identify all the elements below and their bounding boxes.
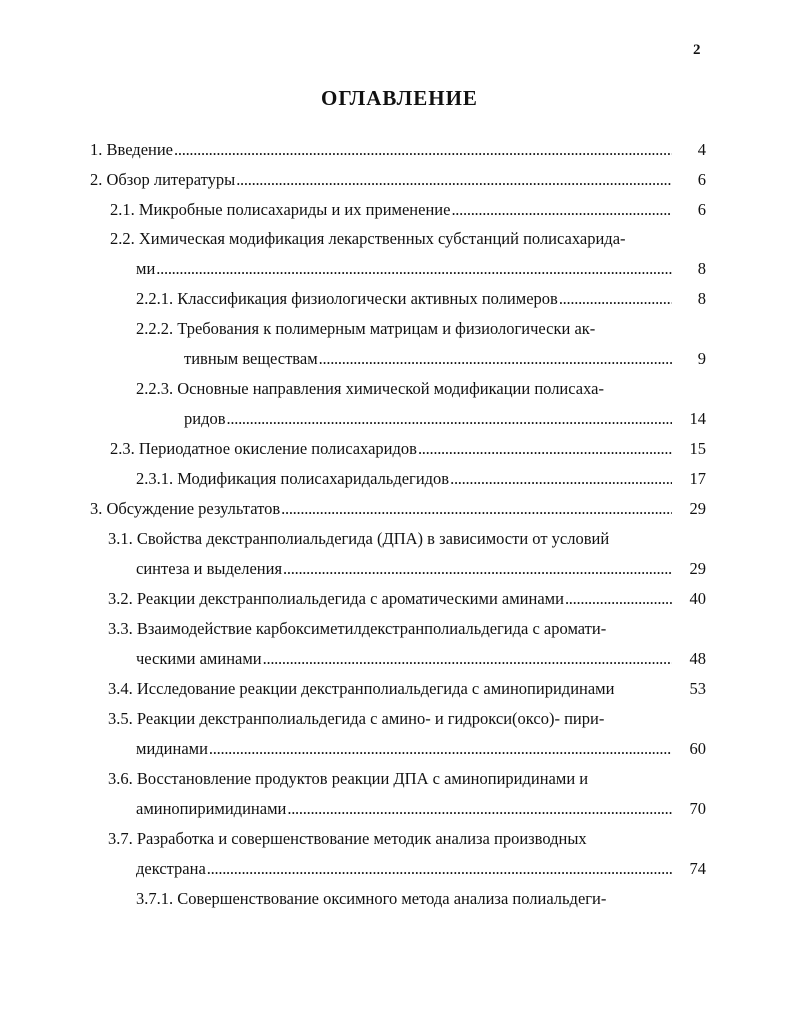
toc-entry-text: 2.2. Химическая модификация лекарственных субстанций полисахарида- bbox=[110, 229, 626, 248]
toc-entry bbox=[108, 589, 672, 609]
toc-entry-text: синтеза и выделения bbox=[136, 559, 283, 578]
toc-entry bbox=[110, 439, 672, 459]
dot-leader bbox=[263, 649, 672, 669]
toc-entry-page: 8 bbox=[697, 289, 706, 308]
toc-entry-continuation bbox=[136, 799, 672, 819]
toc-entry bbox=[110, 200, 672, 220]
toc-entry bbox=[108, 529, 708, 549]
dot-leader bbox=[283, 559, 672, 579]
page-number: 2 bbox=[693, 42, 701, 58]
dot-leader bbox=[451, 200, 672, 220]
toc-entry-text: 2. Обзор литературы bbox=[90, 170, 236, 189]
toc-entry-page: 29 bbox=[689, 559, 706, 578]
toc-entry-continuation bbox=[136, 649, 672, 669]
toc-entry-continuation bbox=[136, 559, 672, 579]
toc-entry-text: 2.3.1. Модификация полисахаридальдегидов bbox=[136, 469, 450, 488]
toc-entry-page: 48 bbox=[689, 649, 706, 668]
toc-entry-continuation bbox=[136, 739, 672, 759]
toc-entry-text: 3.7. Разработка и совершенствование методик анализа производных bbox=[108, 829, 587, 848]
toc-entry-text: 2.2.2. Требования к полимерным матрицам и физиологически ак- bbox=[136, 319, 596, 338]
toc-entry-page: 74 bbox=[689, 859, 706, 878]
dot-leader bbox=[418, 439, 672, 459]
dot-leader bbox=[281, 499, 672, 519]
dot-leader bbox=[565, 589, 672, 609]
toc-entry-page: 6 bbox=[697, 200, 706, 219]
toc-entry-page: 29 bbox=[689, 499, 706, 518]
toc-entry bbox=[136, 889, 696, 909]
toc-entry bbox=[108, 679, 678, 699]
toc-entry bbox=[90, 499, 672, 519]
toc-entry bbox=[136, 289, 672, 309]
dot-leader bbox=[209, 739, 672, 759]
dot-leader bbox=[174, 140, 672, 160]
toc-entry-text: 2.2.1. Классификация физиологически активных полимеров bbox=[136, 289, 558, 308]
toc-entry-text: 3.1. Свойства декстранполиальдегида (ДПА) в зависимости от условий bbox=[108, 529, 610, 548]
toc-entry bbox=[136, 469, 672, 489]
toc-entry bbox=[108, 619, 708, 639]
toc-title: ОГЛАВЛЕНИЕ bbox=[321, 86, 478, 110]
dot-leader bbox=[227, 409, 672, 429]
toc-entry-continuation bbox=[136, 259, 672, 279]
toc-entry-text: 3.3. Взаимодействие карбоксиметилдекстранполиальдегида с аромати- bbox=[108, 619, 607, 638]
toc-entry-continuation bbox=[184, 409, 672, 429]
toc-entry bbox=[108, 829, 708, 849]
toc-entry-text: тивным веществам bbox=[184, 349, 318, 368]
toc-entry-page: 14 bbox=[689, 409, 706, 428]
toc-entry-text: 3.2. Реакции декстранполиальдегида с ароматическими аминами bbox=[108, 589, 564, 608]
toc-entry bbox=[110, 229, 710, 249]
toc-entry-text: 3.4. Исследование реакции декстранполиальдегида с аминопиридинами bbox=[108, 679, 615, 698]
dot-leader bbox=[207, 859, 672, 879]
toc-entry-continuation bbox=[136, 859, 672, 879]
toc-entry-text: декстрана bbox=[136, 859, 206, 878]
toc-entry-text: мидинами bbox=[136, 739, 208, 758]
toc-entry-page: 17 bbox=[689, 469, 706, 488]
toc-entry bbox=[90, 140, 672, 160]
toc-entry-page: 53 bbox=[689, 679, 706, 698]
toc-entry-text: 2.1. Микробные полисахариды и их применение bbox=[110, 200, 451, 219]
toc-entry-text: ми bbox=[136, 259, 156, 278]
toc-entry-text: ридов bbox=[184, 409, 226, 428]
toc-entry-page: 40 bbox=[689, 589, 706, 608]
toc-entry-page: 9 bbox=[697, 349, 706, 368]
toc-entry bbox=[108, 709, 708, 729]
toc-entry-text: 1. Введение bbox=[90, 140, 174, 159]
toc-entry bbox=[90, 170, 672, 190]
toc-entry-text: 2.2.3. Основные направления химической модификации полисаха- bbox=[136, 379, 604, 398]
toc-entry-continuation bbox=[184, 349, 672, 369]
toc-entry-text: 3.5. Реакции декстранполиальдегида с амино- и гидрокси(оксо)- пири- bbox=[108, 709, 605, 728]
toc-entry-text: ческими аминами bbox=[136, 649, 262, 668]
toc-entry-page: 8 bbox=[697, 259, 706, 278]
dot-leader bbox=[319, 349, 672, 369]
toc-entry bbox=[108, 769, 708, 789]
dot-leader bbox=[287, 799, 672, 819]
dot-leader bbox=[559, 289, 672, 309]
toc-entry-text: 3. Обсуждение результатов bbox=[90, 499, 281, 518]
toc-entry bbox=[136, 319, 696, 339]
dot-leader bbox=[156, 259, 672, 279]
toc-entry-text: 2.3. Периодатное окисление полисахаридов bbox=[110, 439, 417, 458]
toc-entry-page: 60 bbox=[689, 739, 706, 758]
toc-entry-page: 6 bbox=[697, 170, 706, 189]
dot-leader bbox=[450, 469, 672, 489]
toc-entry bbox=[136, 379, 696, 399]
toc-entry-text: аминопиримидинами bbox=[136, 799, 287, 818]
toc-entry-text: 3.7.1. Совершенствование оксимного метода анализа полиальдеги- bbox=[136, 889, 607, 908]
toc-entry-page: 15 bbox=[689, 439, 706, 458]
toc-entry-page: 70 bbox=[689, 799, 706, 818]
toc-entry-page: 4 bbox=[697, 140, 706, 159]
dot-leader bbox=[236, 170, 672, 190]
toc-entry-text: 3.6. Восстановление продуктов реакции ДПА с аминопиридинами и bbox=[108, 769, 589, 788]
